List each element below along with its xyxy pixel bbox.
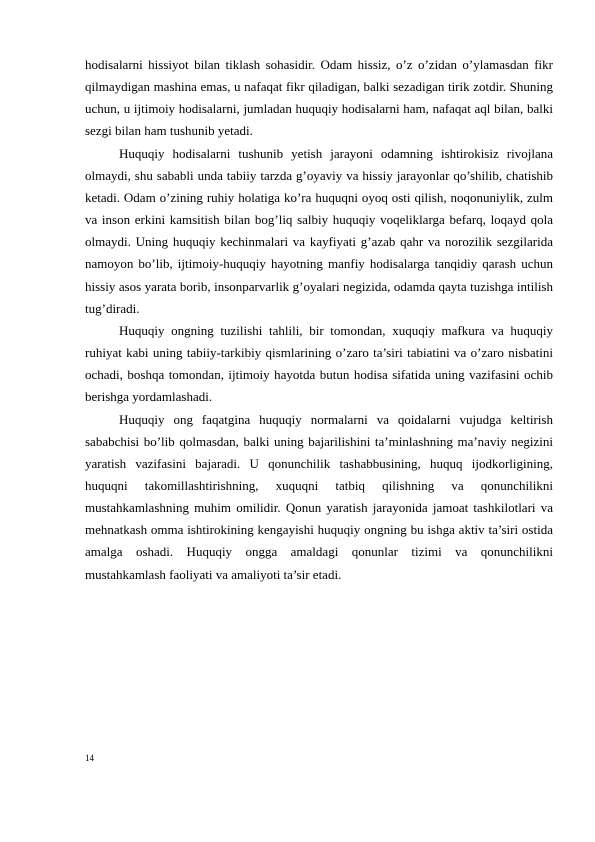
document-page xyxy=(85,54,553,586)
paragraph-3: Huquqiy ongning tuzilishi tahlili, bir tomondan, xuquqiy mafkura va huquqiy ruhiyat kabi uning tabiiy-tarkibiy qismlarining o’zaro ta’siri tabiatini va o’zaro nisbatini ochadi, boshqa tomondan, ijtimoiy hayotda butun hodisa sifatida uning vazifasini ochib berishga yordamlashadi. xyxy=(85,322,553,405)
paragraph-4: Huquqiy ong faqatgina huquqiy normalarni va qoidalarni vujudga keltirish sababchisi bo’lib qolmasdan, balki uning bajarilishini ta’minlashning ma’naviy negizini yaratish vazifasini bajaradi. U qonunchilik tashabbusining, huquq ijodkorligining, huquqni takomillashtirishning, xuquqni tatbiq qilishning va qonunchilikni mustahkamlashning muhim omilidir. Qonun yaratish jarayonida jamoat tashkilotlari va mehnatkash omma ishtirokining kengayishi huquqiy ongning bu ishga aktiv ta’siri ostida amalga oshadi. Huquqiy ongga amaldagi qonunlar tizimi va qonunchilikni mustahkamlash faoliyati va amaliyoti ta’sir etadi. xyxy=(85,411,553,582)
paragraph-2: Huquqiy hodisalarni tushunib yetish jarayoni odamning ishtirokisiz rivojlana olmaydi, shu sababli unda tabiiy tarzda g’oyaviy va hissiy jarayonlar qo’shilib, chatishib ketadi. Odam o’zining ruhiy holatiga ko’ra huquqni oyoq osti qilish, noqonuniylik, zulm va inson erkini kamsitish bilan bog’liq salbiy huquqiy voqeliklarga befarq, loqayd qola olmaydi. Uning huquqiy kechinmalari va kayfiyati g’azab qahr va norozilik sezgilarida namoyon bo’lib, ijtimoiy-huquqiy hayotning manfiy hodisalarga tanqidiy qarash uchun hissiy asos yarata borib, insonparvarlik g’oyalari negizida, odamda qayta tuzishga intilish tug’diradi. xyxy=(85,145,553,316)
page-number: 14 xyxy=(85,753,94,763)
paragraph-1: hodisalarni hissiyot bilan tiklash sohasidir. Odam hissiz, o’z o’zidan o’ylamasdan fikr qilmaydigan mashina emas, u nafaqat fikr qiladigan, balki sezadigan tirik zotdir. Shuning uchun, u ijtimoiy hodisalarni, jumladan huquqiy hodisalarni ham, nafaqat aql bilan, balki sezgi bilan ham tushunib yetadi. xyxy=(85,57,553,139)
